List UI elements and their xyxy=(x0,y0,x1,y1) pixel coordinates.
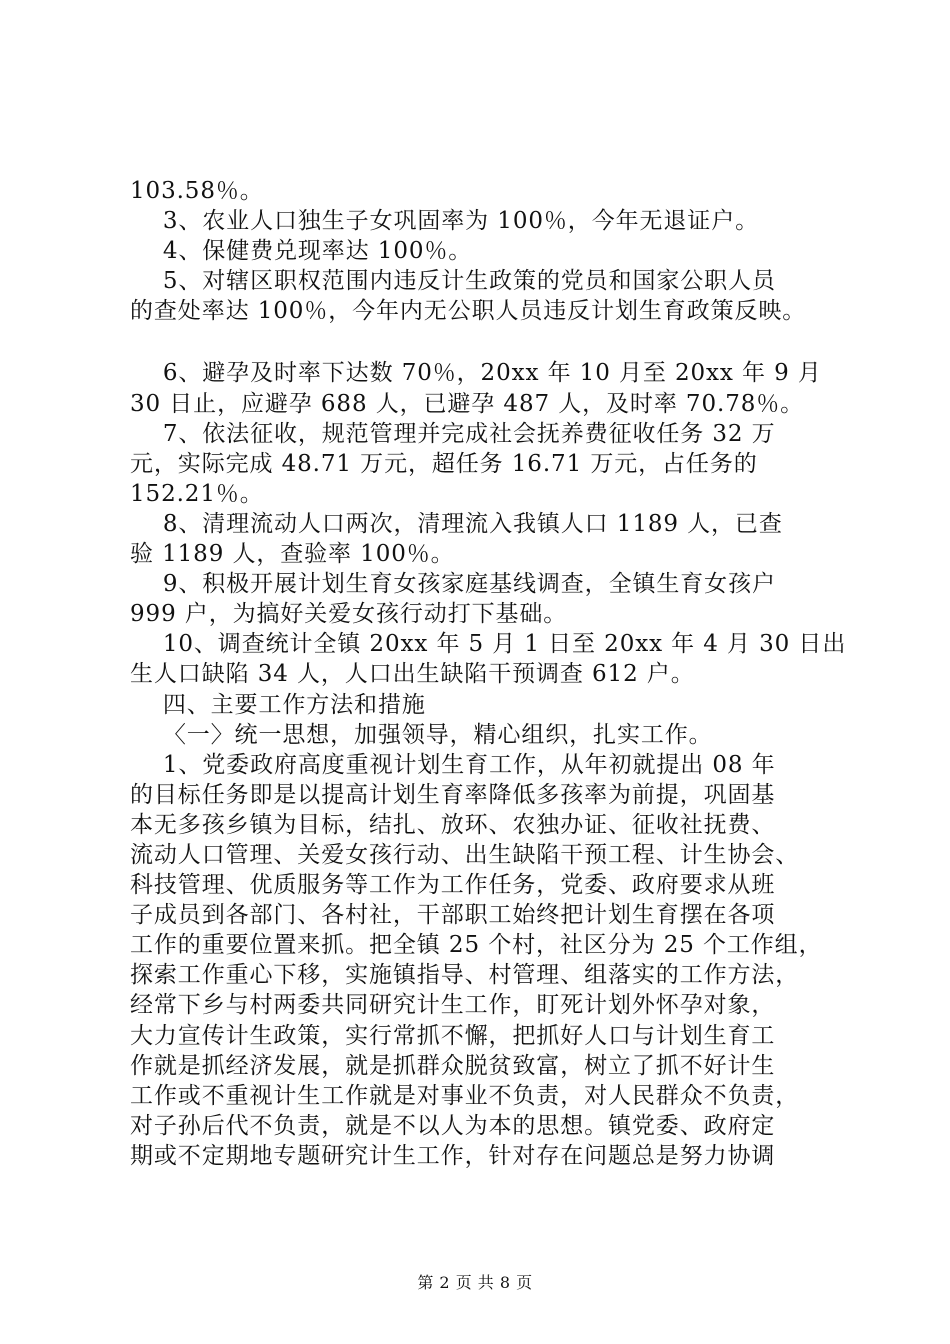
text-line: 作就是抓经济发展，就是抓群众脱贫致富，树立了抓不好计生 xyxy=(130,1052,776,1079)
text-line: 5、对辖区职权范围内违反计生政策的党员和国家公职人员 xyxy=(130,268,776,295)
subsection-heading: 〈一〉统一思想，加强领导，精心组织，扎实工作。 xyxy=(130,721,713,748)
text-line: 4、保健费兑现率达 100％。 xyxy=(130,238,473,265)
text-line: 经常下乡与村两委共同研究计生工作，盯死计划外怀孕对象， xyxy=(130,992,776,1019)
text-line: 152.21％。 xyxy=(130,480,264,507)
document-body xyxy=(130,176,847,1171)
text-line: 的目标任务即是以提高计划生育率降低多孩率为前提，巩固基 xyxy=(130,781,776,808)
text-line: 10、调查统计全镇 20xx 年 5 月 1 日至 20xx 年 4 月 30 日出 xyxy=(130,631,847,658)
text-line: 验 1189 人，查验率 100％。 xyxy=(130,541,455,568)
text-line: 6、避孕及时率下达数 70％，20xx 年 10 月至 20xx 年 9 月 xyxy=(130,360,822,387)
text-line: 1、党委政府高度重视计划生育工作，从年初就提出 08 年 xyxy=(130,751,776,778)
text-line: 元，实际完成 48.71 万元，超任务 16.71 万元，占任务的 xyxy=(130,450,758,477)
paragraph-group-top xyxy=(130,176,830,326)
text-line: 999 户，为搞好关爱女孩行动打下基础。 xyxy=(130,601,568,628)
text-line: 探索工作重心下移，实施镇指导、村管理、组落实的工作方法， xyxy=(130,962,800,989)
text-line: 生人口缺陷 34 人，人口出生缺陷干预调查 612 户。 xyxy=(130,661,695,688)
text-line: 子成员到各部门、各村社，干部职工始终把计划生育摆在各项 xyxy=(130,902,776,929)
text-line: 大力宣传计生政策，实行常抓不懈，把抓好人口与计划生育工 xyxy=(130,1022,776,1049)
text-line: 工作的重要位置来抓。把全镇 25 个村，社区分为 25 个工作组， xyxy=(130,932,823,959)
text-line: 103.58％。 xyxy=(130,178,264,204)
text-line: 流动人口管理、关爱女孩行动、出生缺陷干预工程、计生协会、 xyxy=(130,841,800,868)
section-heading: 四、主要工作方法和措施 xyxy=(130,691,426,718)
text-line: 本无多孩乡镇为目标，结扎、放环、农独办证、征收社抚费、 xyxy=(130,811,776,838)
text-line: 30 日止，应避孕 688 人，已避孕 487 人，及时率 70.78％。 xyxy=(130,390,805,417)
text-line: 工作或不重视计生工作就是对事业不负责，对人民群众不负责， xyxy=(130,1082,800,1109)
text-line: 对子孙后代不负责，就是不以人为本的思想。镇党委、政府定 xyxy=(130,1112,776,1139)
page-number: 第 2 页 共 8 页 xyxy=(417,1273,533,1292)
text-line: 期或不定期地专题研究计生工作，针对存在问题总是努力协调 xyxy=(130,1142,776,1169)
paragraph-group-main xyxy=(130,358,847,1171)
text-line: 的查处率达 100％，今年内无公职人员违反计划生育政策反映。 xyxy=(130,298,807,325)
text-line: 7、依法征收，规范管理并完成社会抚养费征收任务 32 万 xyxy=(130,420,776,447)
text-line: 8、清理流动人口两次，清理流入我镇人口 1189 人，已查 xyxy=(130,510,783,537)
text-line: 科技管理、优质服务等工作为工作任务，党委、政府要求从班 xyxy=(130,872,776,899)
page-footer xyxy=(0,1270,950,1293)
text-line: 9、积极开展计划生育女孩家庭基线调查，全镇生育女孩户 xyxy=(130,571,776,598)
paragraph-gap xyxy=(130,326,830,358)
text-line: 3、农业人口独生子女巩固率为 100％，今年无退证户。 xyxy=(130,208,759,235)
